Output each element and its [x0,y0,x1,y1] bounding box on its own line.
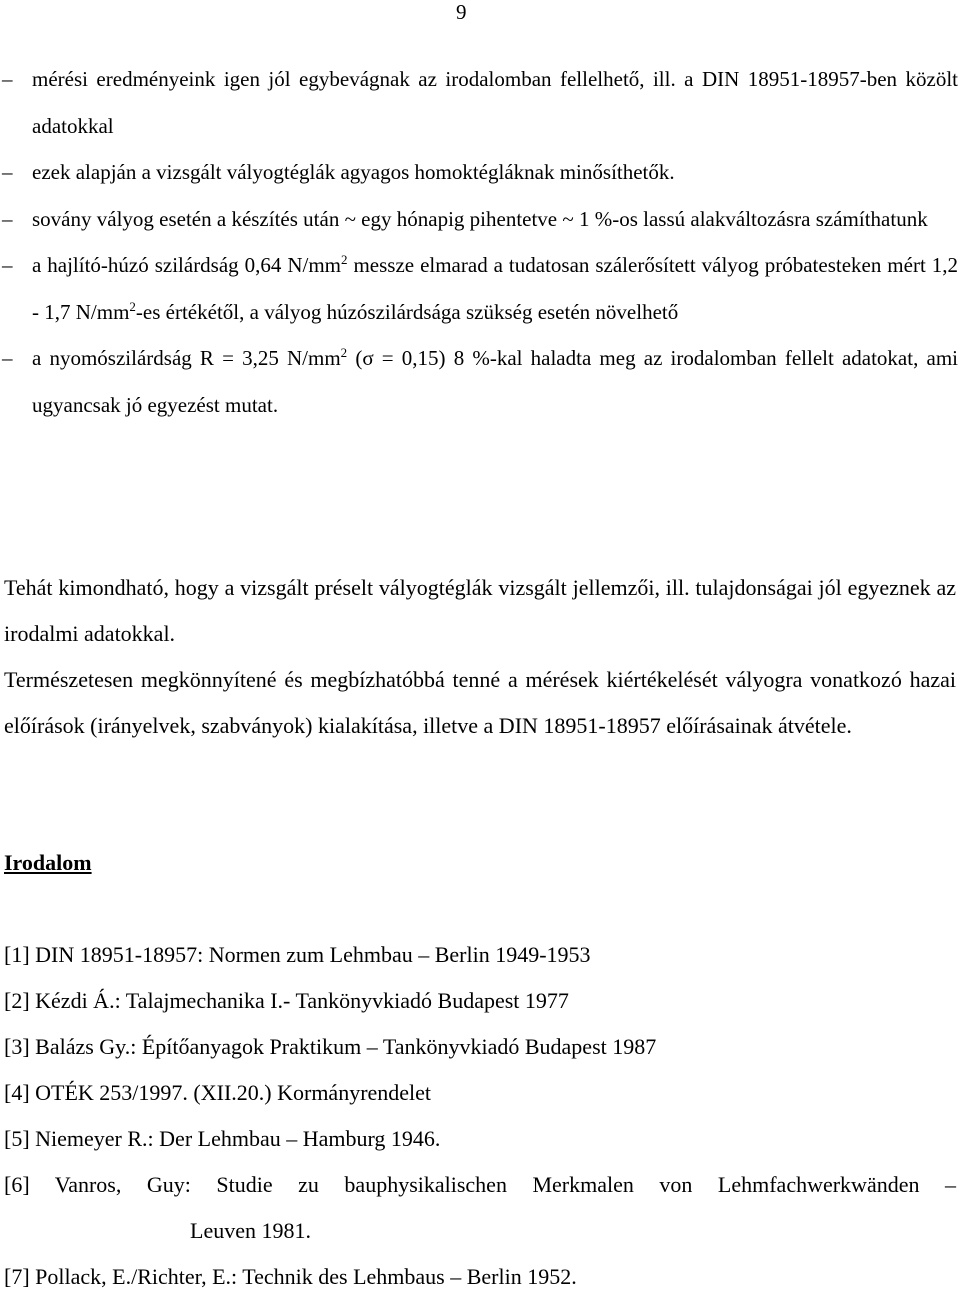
reference-item: [2] Kézdi Á.: Talajmechanika I.- Tankönyvkiadó Budapest 1977 [4,988,569,1013]
dash-marker: – [2,253,13,277]
list-item-text: (σ = 0,15) 8 %-kal haladta meg az irodalomban fellelt adatokat, ami ugyancsak jó egyezést mutat. [32,346,958,417]
reference-item: [6] Vanros, Guy: Studie zu bauphysikalischen Merkmalen von Lehmfachwerkwänden – [4,1172,956,1197]
list-item [0,149,958,196]
reference-item: [5] Niemeyer R.: Der Lehmbau – Hamburg 1946. [4,1126,441,1151]
reference-list [4,932,956,1300]
list-item-text: messze elmarad a tudatosan szálerősített vályog próbatesteken mért 1,2 - 1,7 N/mm [32,253,958,324]
recommendation-paragraph: Természetesen megkönnyítené és megbízhatóbbá tenné a mérések kiértékelését vályogra vonatkozó hazai előírások (irányelvek, szabványok) kialakítása, illetve a DIN 18951-18957 előírásainak átvétele. [4,667,956,738]
dash-marker: – [2,206,13,231]
reference-item-continuation: Leuven 1981. [190,1218,311,1243]
list-item [0,56,958,149]
page-number: 9 [456,0,467,24]
list-item [0,196,958,243]
reference-item: [3] Balázs Gy.: Építőanyagok Praktikum – Tankönyvkiadó Budapest 1987 [4,1034,657,1059]
superscript: 2 [341,252,348,267]
reference-item: [1] DIN 18951-18957: Normen zum Lehmbau – Berlin 1949-1953 [4,942,591,967]
list-item-text: sovány vályog esetén a készítés után ~ egy hónapig pihentetve ~ 1 %-os lassú alakváltozásra számíthatunk [32,206,928,231]
superscript: 2 [129,298,136,314]
section-heading: Irodalom [4,850,92,875]
list-item [0,242,958,335]
reference-item: [4] OTÉK 253/1997. (XII.20.) Kormányrendelet [4,1080,432,1105]
dash-marker: – [2,67,13,91]
summary-paragraph: Tehát kimondható, hogy a vizsgált préselt vályogtéglák vizsgált jellemzői, ill. tulajdonságai jól egyeznek az irodalmi adatokkal. [4,575,956,646]
list-item [0,335,958,428]
reference-item: [7] Pollack, E./Richter, E.: Technik des Lehmbaus – Berlin 1952. [4,1264,577,1289]
list-item-text: ezek alapján a vizsgált vályogtéglák agyagos homoktégláknak minősíthetők. [32,160,675,184]
list-item-text: mérési eredményeink igen jól egybevágnak az irodalomban fellelhető, ill. a DIN 18951-18957-ben közölt adatokkal [32,67,958,138]
list-item-text: a nyomószilárdság R = 3,25 N/mm [32,346,341,370]
superscript: 2 [340,345,348,360]
conclusion-list [0,56,958,428]
dash-marker: – [2,160,13,184]
list-item-text: a hajlító-húzó szilárdság 0,64 N/mm [32,253,342,277]
dash-marker: – [2,346,13,370]
list-item-text: -es értékétől, a vályog húzószilárdsága szükség esetén növelhető [135,299,679,324]
